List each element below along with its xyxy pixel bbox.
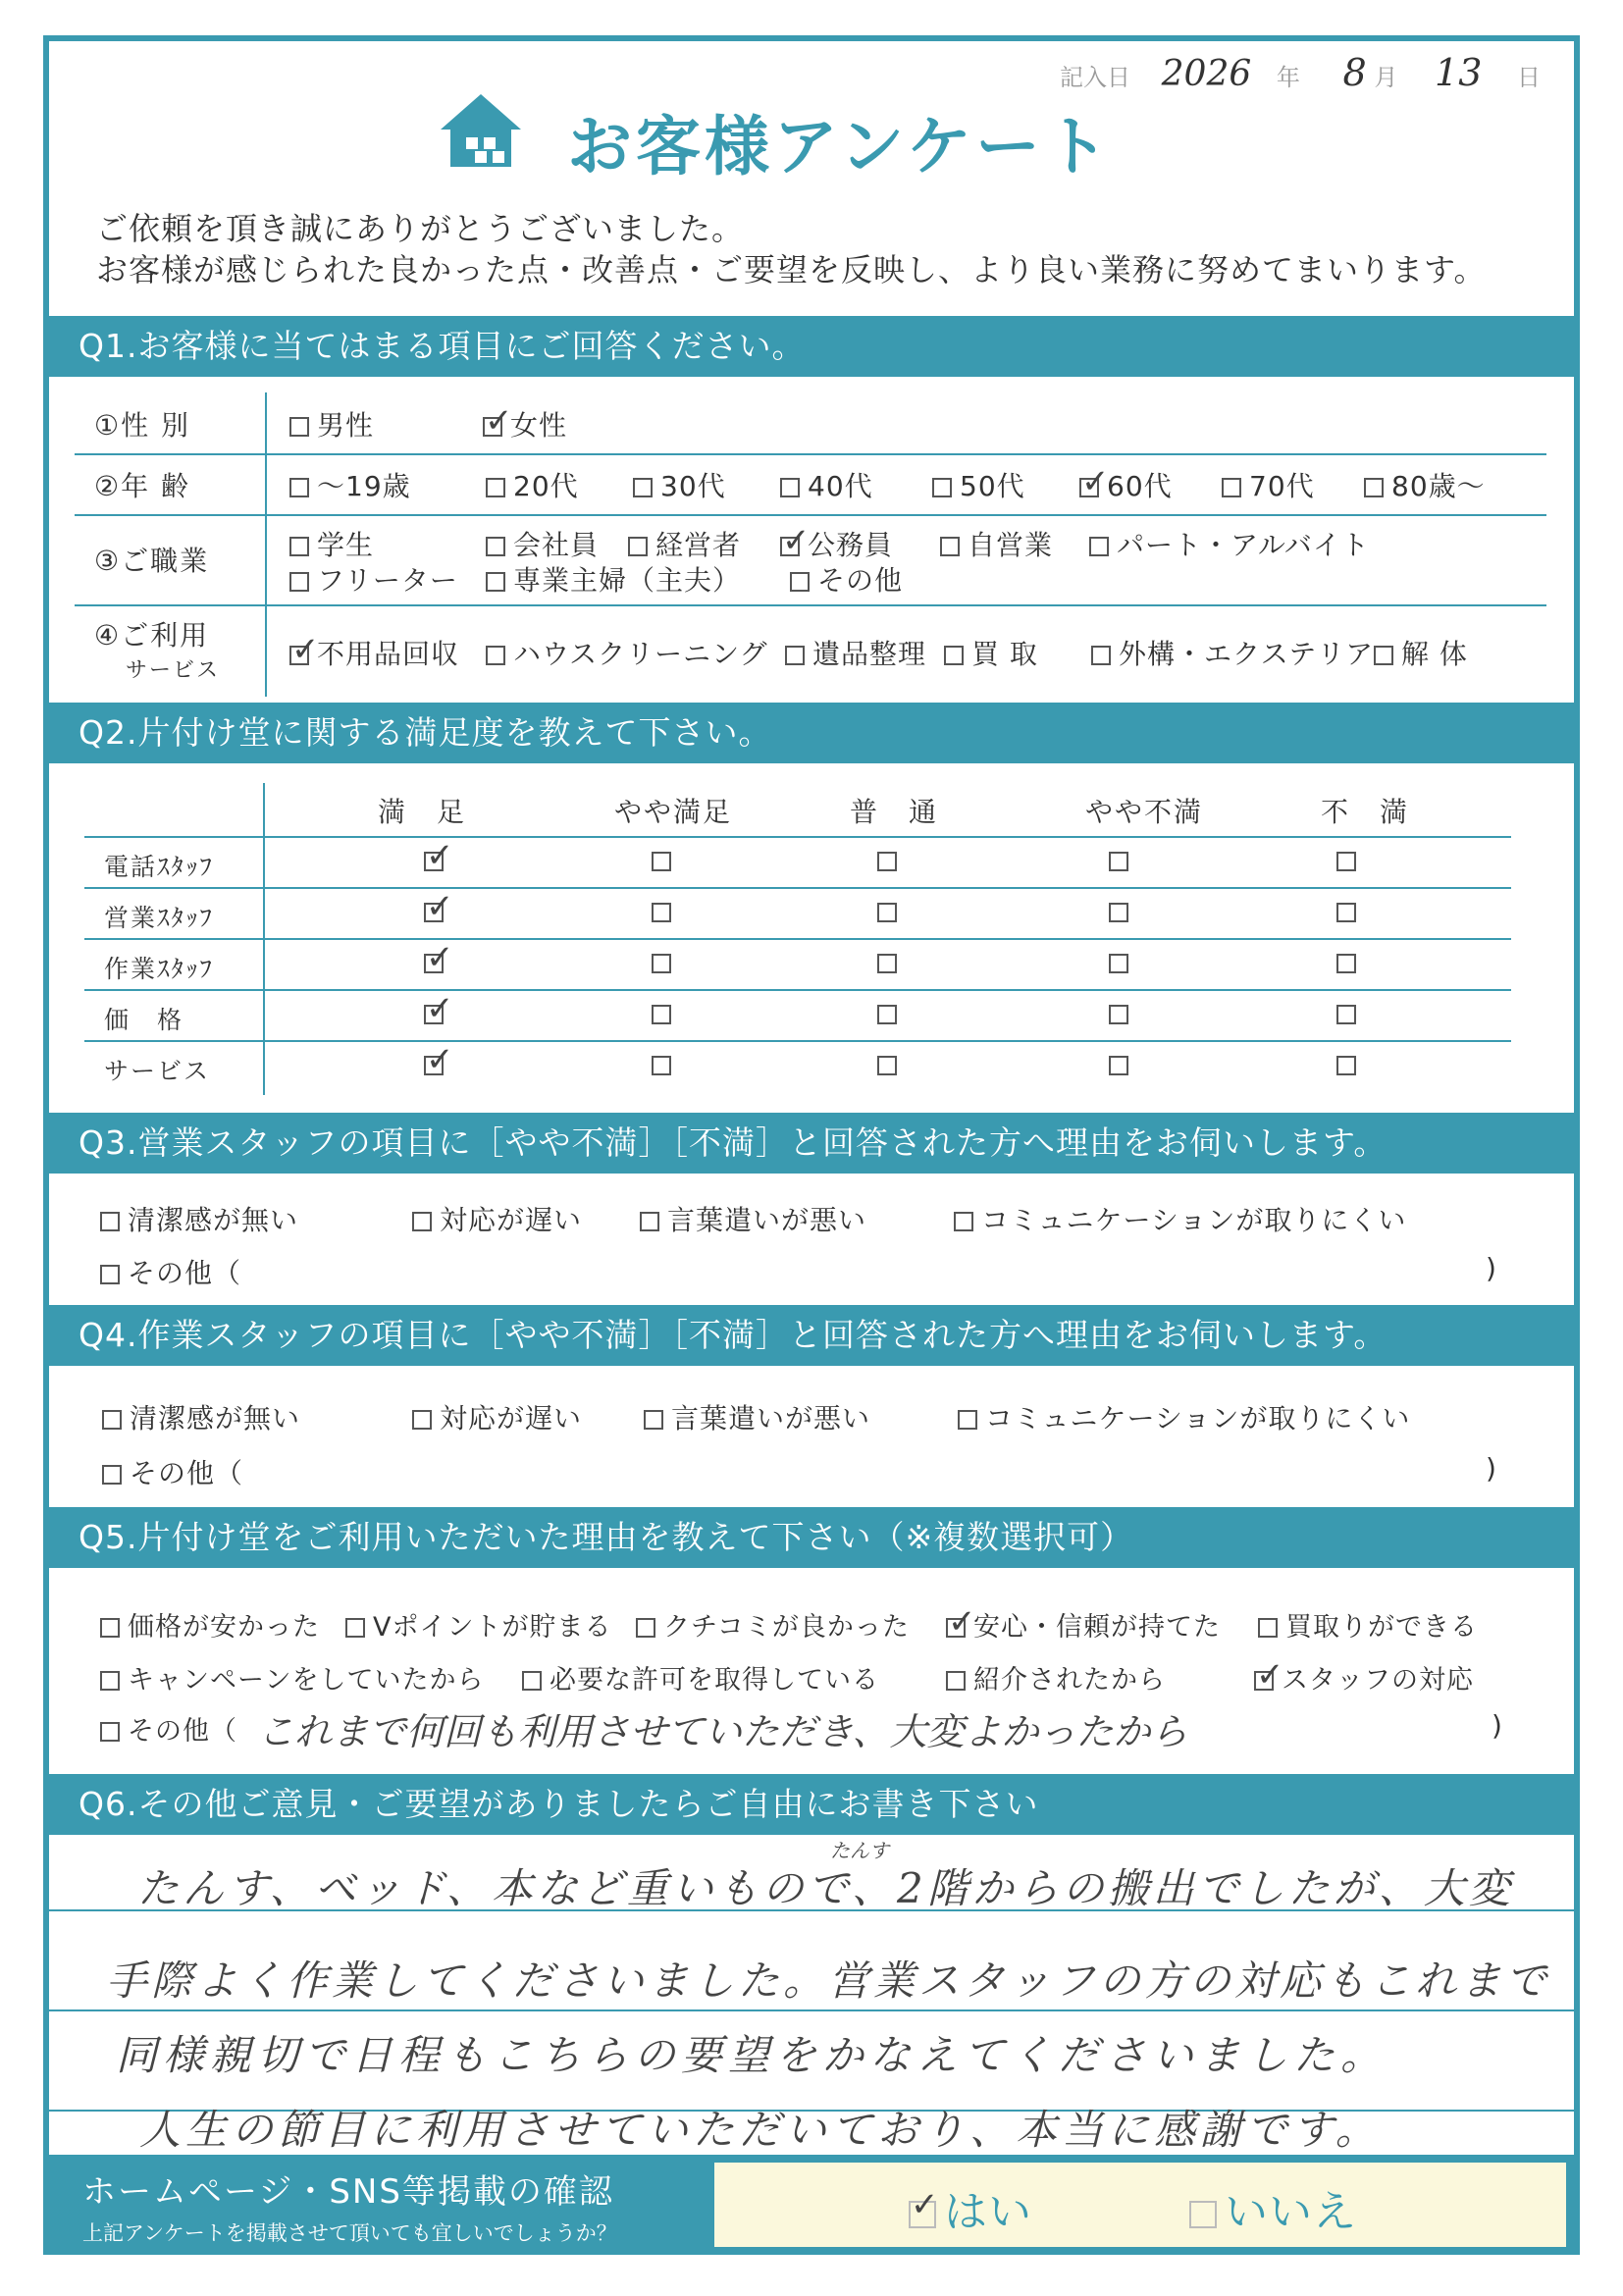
date-day-unit: 日 — [1517, 64, 1542, 91]
checkbox[interactable] — [100, 1671, 120, 1691]
checkbox[interactable] — [790, 572, 810, 592]
q1-option[interactable]: 学生 — [289, 524, 374, 563]
q4-option[interactable]: 言葉遣いが悪い — [644, 1397, 870, 1436]
checkbox[interactable] — [946, 1671, 966, 1691]
q1-label-age: ②年 齢 — [94, 470, 191, 502]
q2-rating-checkbox[interactable] — [424, 852, 444, 871]
q1-option[interactable]: ✓不用品回収 — [289, 633, 459, 672]
consent-subtitle: 上記アンケートを掲載させて頂いても宜しいでしょうか？ — [82, 2221, 617, 2245]
checkbox[interactable] — [944, 646, 964, 665]
checkbox[interactable] — [785, 646, 805, 665]
q6-comment-line: 手際よく作業してくださいました。営業スタッフの方の対応もこれまで — [106, 1957, 1551, 2005]
q2-rating-checkbox[interactable] — [1336, 852, 1356, 871]
q1-option[interactable]: 解 体 — [1374, 633, 1468, 672]
q2-rating-checkbox[interactable] — [424, 1005, 444, 1024]
q1-option[interactable]: 50代 — [932, 465, 1025, 504]
checkbox[interactable] — [289, 572, 309, 592]
checkbox[interactable] — [345, 1618, 365, 1638]
checkbox[interactable] — [102, 1410, 122, 1430]
house-logo-icon — [437, 90, 525, 169]
checkbox[interactable] — [909, 2201, 936, 2228]
q2-rating-checkbox[interactable] — [424, 1056, 444, 1075]
q2-rating-checkbox[interactable] — [652, 1056, 671, 1075]
q2-rating-checkbox[interactable] — [1336, 903, 1356, 922]
q1-option[interactable]: ✓ 公務員 — [780, 524, 893, 563]
q2-rating-checkbox[interactable] — [652, 903, 671, 922]
q1-option[interactable]: 会社員 — [486, 524, 599, 563]
consent-title: ホームページ・SNS等掲載の確認 — [82, 2172, 614, 2212]
checkbox[interactable] — [628, 537, 648, 556]
intro-line-2: お客様が感じられた良かった点・改善点・ご要望を反映し、より良い業務に努めてまいります。 — [96, 251, 1487, 288]
checkbox[interactable] — [100, 1265, 120, 1284]
checkbox[interactable] — [486, 646, 505, 665]
q2-rating-checkbox[interactable] — [652, 1005, 671, 1024]
checkbox[interactable] — [1089, 537, 1109, 556]
q2-rating-checkbox[interactable] — [1109, 852, 1128, 871]
q2-rating-checkbox[interactable] — [424, 954, 444, 973]
q2-heading: Q2.片付け堂に関する満足度を教えて下さい。 — [49, 703, 1574, 763]
checkbox[interactable] — [412, 1410, 432, 1430]
q3-other[interactable]: その他（ — [100, 1252, 241, 1291]
q1-option[interactable]: ハウスクリーニング — [486, 633, 768, 672]
q5-option[interactable]: クチコミが良かった — [636, 1605, 910, 1644]
q5-option[interactable]: 買取りができる — [1258, 1605, 1478, 1644]
q1-option[interactable]: 男性 — [289, 404, 374, 444]
q5-option[interactable]: ✓ 安心・信頼が持てた — [946, 1605, 1221, 1644]
q2-rating-checkbox[interactable] — [877, 954, 897, 973]
q1-option[interactable]: 買 取 — [944, 633, 1038, 672]
q2-rule — [84, 989, 1511, 991]
q1-option[interactable]: 70代 — [1222, 465, 1315, 504]
q3-heading: Q3.営業スタッフの項目に［やや不満］［不満］と回答された方へ理由をお伺いします。 — [49, 1113, 1574, 1174]
q4-option[interactable]: コミュニケーションが取りにくい — [958, 1397, 1410, 1436]
q2-rating-checkbox[interactable] — [1109, 954, 1128, 973]
q5-heading: Q5.片付け堂をご利用いただいた理由を教えて下さい（※複数選択可） — [49, 1507, 1574, 1568]
checkbox[interactable] — [940, 537, 960, 556]
q2-row-label: 作業ｽﾀｯﾌ — [104, 955, 215, 983]
q3-option[interactable]: 清潔感が無い — [100, 1199, 298, 1238]
checkbox[interactable] — [633, 478, 653, 497]
checkbox[interactable] — [289, 537, 309, 556]
q1-label-job: ③ご職業 — [94, 545, 210, 577]
q6-comment-line: たんす、ベッド、本など重いもので、2階からの搬出でしたが、大変 — [137, 1864, 1514, 1912]
checkbox[interactable] — [636, 1618, 655, 1638]
checkbox[interactable] — [1222, 478, 1241, 497]
q1-label-service: ④ご利用 — [94, 619, 210, 652]
checkbox[interactable] — [1364, 478, 1384, 497]
q2-rating-checkbox[interactable] — [1336, 1005, 1356, 1024]
page-title: お客様アンケート — [567, 109, 1114, 184]
checkbox[interactable] — [1079, 478, 1099, 497]
q1-option[interactable]: フリーター — [289, 559, 458, 599]
checkbox[interactable] — [412, 1212, 432, 1231]
q4-other[interactable]: その他（ — [102, 1452, 243, 1491]
checkbox[interactable] — [954, 1212, 973, 1231]
q5-option[interactable]: 価格が安かった — [100, 1605, 320, 1644]
checkbox[interactable] — [486, 537, 505, 556]
date-day: 13 — [1435, 51, 1483, 94]
q2-rating-checkbox[interactable] — [424, 903, 444, 922]
q1-sublabel-service: サービス — [126, 658, 221, 683]
q5-close: ) — [1492, 1709, 1503, 1742]
q1-option[interactable]: 20代 — [486, 465, 579, 504]
q2-rating-checkbox[interactable] — [877, 1005, 897, 1024]
checkbox[interactable] — [1254, 1671, 1274, 1691]
q2-row-label: 電話ｽﾀｯﾌ — [104, 853, 215, 881]
q5-option[interactable]: 紹介されたから — [946, 1658, 1166, 1696]
q3-option[interactable]: コミュニケーションが取りにくい — [954, 1199, 1406, 1238]
q2-row-label: 営業ｽﾀｯﾌ — [104, 904, 215, 932]
q2-col-header: 不 満 — [1321, 796, 1410, 828]
q2-row-label: 価 格 — [104, 1006, 184, 1034]
q1-rule — [75, 514, 1546, 516]
q1-rule — [75, 453, 1546, 455]
q1-label-gender: ①性 別 — [94, 409, 191, 442]
q1-option[interactable]: 外構・エクステリア — [1091, 633, 1374, 672]
q3-option[interactable]: 言葉遣いが悪い — [640, 1199, 866, 1238]
q5-option[interactable]: ✓ スタッフの対応 — [1254, 1658, 1474, 1696]
q2-col-header: やや満足 — [614, 796, 733, 828]
q1-option[interactable]: 専業主婦（主夫） — [486, 559, 741, 599]
q1-option[interactable]: ✓ 60代 — [1079, 465, 1173, 504]
q5-option[interactable]: キャンペーンをしていたから — [100, 1658, 484, 1696]
date-month: 8 — [1342, 51, 1367, 94]
date-row — [1060, 51, 1541, 94]
q1-option[interactable]: 遺品整理 — [785, 633, 926, 672]
q2-rule — [84, 1040, 1511, 1042]
checkbox[interactable] — [289, 478, 309, 497]
checkbox[interactable] — [1091, 646, 1111, 665]
q1-option[interactable]: 40代 — [780, 465, 873, 504]
checkbox[interactable] — [1189, 2201, 1217, 2228]
checkbox[interactable] — [486, 478, 505, 497]
q2-rule — [84, 887, 1511, 889]
intro-line-1: ご依頼を頂き誠にありがとうございました。 — [96, 210, 745, 247]
checkbox[interactable] — [1374, 646, 1393, 665]
q5-other-text: これまで何回も利用させていただき、大変よかったから — [257, 1710, 1188, 1753]
q3-close: ) — [1486, 1252, 1497, 1284]
q2-rating-checkbox[interactable] — [652, 852, 671, 871]
checkbox[interactable] — [780, 537, 800, 556]
q6-comment-line: 人生の節目に利用させていただいており、本当に感謝です。 — [139, 2106, 1382, 2154]
consent-no[interactable]: いいえ — [1189, 2176, 1357, 2239]
q6-rule — [49, 2009, 1574, 2011]
checkbox[interactable] — [1258, 1618, 1278, 1638]
checkbox[interactable] — [289, 646, 309, 665]
date-month-unit: 月 — [1374, 64, 1398, 91]
q1-option[interactable]: パート・アルバイト — [1089, 524, 1370, 563]
q2-rating-checkbox[interactable] — [652, 954, 671, 973]
date-year-unit: 年 — [1276, 64, 1300, 91]
q2-rating-checkbox[interactable] — [1336, 1056, 1356, 1075]
q1-option[interactable]: ✓ 女性 — [483, 404, 567, 444]
date-label: 記入日 — [1060, 64, 1130, 91]
q4-option[interactable]: 対応が遅い — [412, 1397, 582, 1436]
q6-note: たんす — [830, 1839, 889, 1862]
q5-option[interactable]: 必要な許可を取得している — [522, 1658, 879, 1696]
consent-answer-area — [714, 2163, 1566, 2247]
checkbox[interactable] — [102, 1465, 122, 1485]
date-year: 2026 — [1161, 54, 1252, 94]
q2-rating-checkbox[interactable] — [1109, 1005, 1128, 1024]
q4-heading: Q4.作業スタッフの項目に［やや不満］［不満］と回答された方へ理由をお伺いします。 — [49, 1305, 1574, 1366]
q3-option[interactable]: 対応が遅い — [412, 1199, 582, 1238]
q6-heading: Q6.その他ご意見・ご要望がありましたらご自由にお書き下さい — [49, 1774, 1574, 1835]
q5-other[interactable]: その他（ — [100, 1709, 237, 1748]
checkbox[interactable] — [958, 1410, 977, 1430]
consent-yes[interactable]: ✓ はい — [909, 2176, 1032, 2239]
checkbox[interactable] — [483, 417, 502, 437]
q2-col-header: やや不満 — [1085, 796, 1204, 828]
checkbox[interactable] — [100, 1212, 120, 1231]
q2-rating-checkbox[interactable] — [877, 903, 897, 922]
checkbox[interactable] — [644, 1410, 663, 1430]
q1-option[interactable]: 自営業 — [940, 524, 1053, 563]
checkbox[interactable] — [289, 417, 309, 437]
q1-option[interactable]: ～19歳 — [289, 465, 411, 504]
q2-rating-checkbox[interactable] — [877, 852, 897, 871]
q1-option[interactable]: 30代 — [633, 465, 726, 504]
q2-rating-checkbox[interactable] — [1336, 954, 1356, 973]
checkbox[interactable] — [640, 1212, 659, 1231]
q1-option[interactable]: 80歳～ — [1364, 465, 1486, 504]
checkbox[interactable] — [946, 1618, 966, 1638]
q6-comment-line: 同様親切で日程もこちらの要望をかなえてくださいました。 — [116, 2031, 1388, 2079]
q2-rule — [84, 836, 1511, 838]
q2-col-header: 普 通 — [850, 796, 939, 828]
q2-rating-checkbox[interactable] — [1109, 1056, 1128, 1075]
q2-rating-checkbox[interactable] — [877, 1056, 897, 1075]
checkbox[interactable] — [486, 572, 505, 592]
q2-row-label: サービス — [104, 1057, 211, 1085]
q1-divider — [265, 392, 267, 697]
q1-option[interactable]: その他 — [790, 559, 903, 599]
q1-option[interactable]: 経営者 — [628, 524, 741, 563]
q1-rule — [75, 604, 1546, 606]
checkbox[interactable] — [932, 478, 952, 497]
checkbox[interactable] — [100, 1722, 120, 1742]
q2-col-header: 満 足 — [378, 796, 467, 828]
q5-option[interactable]: Vポイントが貯まる — [345, 1605, 611, 1644]
q4-close: ) — [1486, 1452, 1497, 1485]
q4-option[interactable]: 清潔感が無い — [102, 1397, 300, 1436]
checkbox[interactable] — [522, 1671, 542, 1691]
q1-heading: Q1.お客様に当てはまる項目にご回答ください。 — [49, 316, 1574, 377]
q2-rating-checkbox[interactable] — [1109, 903, 1128, 922]
q2-rule — [84, 938, 1511, 940]
checkbox[interactable] — [780, 478, 800, 497]
checkbox[interactable] — [100, 1618, 120, 1638]
